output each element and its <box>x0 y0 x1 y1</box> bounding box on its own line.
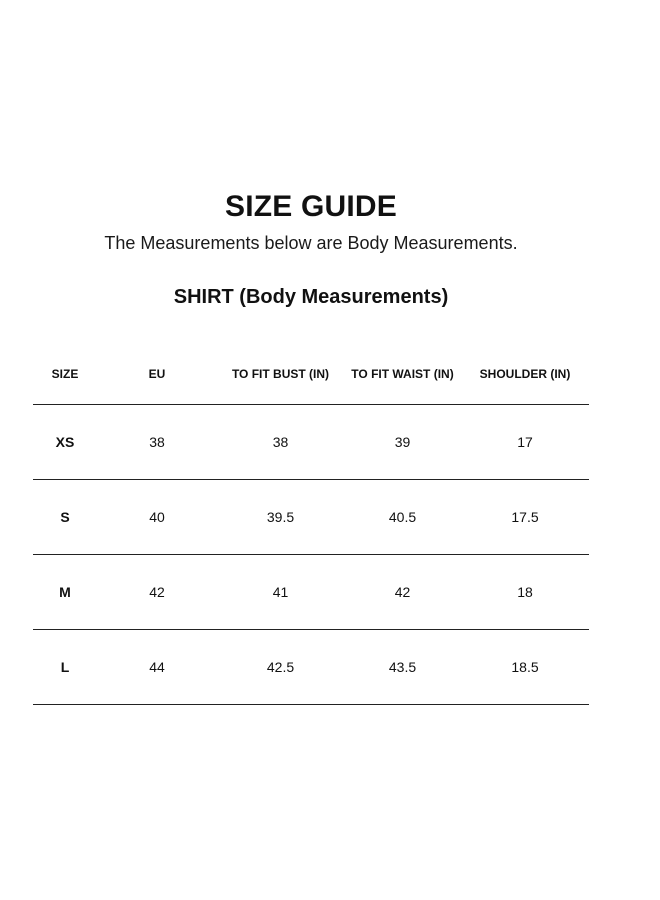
cell-size: S <box>33 480 97 555</box>
header-shoulder: SHOULDER (IN) <box>461 343 589 405</box>
table-body <box>33 405 589 705</box>
cell-waist: 42 <box>344 555 461 630</box>
header-size: SIZE <box>33 343 97 405</box>
cell-waist: 40.5 <box>344 480 461 555</box>
table-row <box>33 630 589 705</box>
page-subtitle: The Measurements below are Body Measurements. <box>104 233 518 253</box>
cell-size: L <box>33 630 97 705</box>
table-header <box>33 343 589 405</box>
cell-shoulder: 17.5 <box>461 480 589 555</box>
table-row <box>33 555 589 630</box>
cell-eu: 40 <box>97 480 217 555</box>
size-table <box>33 343 589 705</box>
table-row <box>33 405 589 480</box>
cell-waist: 43.5 <box>344 630 461 705</box>
header-bust: TO FIT BUST (IN) <box>217 343 344 405</box>
table-header-row <box>33 343 589 405</box>
cell-bust: 41 <box>217 555 344 630</box>
cell-bust: 39.5 <box>217 480 344 555</box>
cell-eu: 44 <box>97 630 217 705</box>
section-title: SHIRT (Body Measurements) <box>173 286 449 308</box>
cell-eu: 42 <box>97 555 217 630</box>
page-title: SIZE GUIDE <box>224 190 398 223</box>
table-row <box>33 480 589 555</box>
cell-shoulder: 18 <box>461 555 589 630</box>
cell-waist: 39 <box>344 405 461 480</box>
cell-eu: 38 <box>97 405 217 480</box>
cell-size: XS <box>33 405 97 480</box>
cell-bust: 38 <box>217 405 344 480</box>
cell-bust: 42.5 <box>217 630 344 705</box>
header-eu: EU <box>97 343 217 405</box>
cell-size: M <box>33 555 97 630</box>
header-waist: TO FIT WAIST (IN) <box>344 343 461 405</box>
cell-shoulder: 18.5 <box>461 630 589 705</box>
cell-shoulder: 17 <box>461 405 589 480</box>
